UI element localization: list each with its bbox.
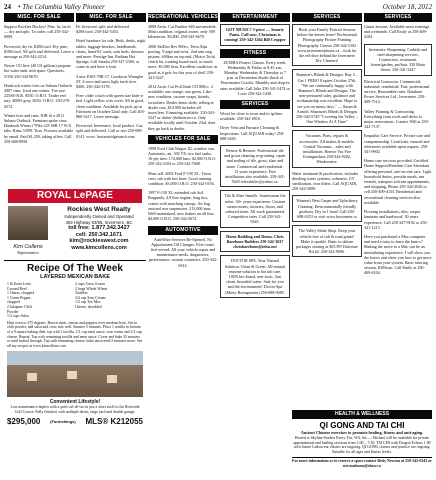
section-header-services: SERVICES: [220, 100, 290, 109]
section-header-misc: MISC. FOR SALE: [76, 13, 146, 22]
classified-ad: Must sell: 2002 Ford F-150 XL. Teton crew cab with box liner. Good running condition. $3,000 O.B.O. 250-342-0194.: [148, 170, 215, 187]
tollfree-phone: toll free: 1.877.342.3427: [68, 225, 130, 232]
page-number: 24: [4, 3, 11, 11]
listing-description: Low maintenance duplex with a quiet cul-de-sac in just a short stroll to the Riverside Golf Course. Fully finished, with multiple decks, large yard and double garage.: [10, 405, 140, 414]
column-misc-2: [76, 13, 146, 143]
classified-ad: Home care services provided. Certified Home Support/Resident Care Attendant offering personal, one-on-one care. Light household duties, provide meals, run errands, transport to/from appointments, and shopping. Phone 250-342-2626 or cell 250-409-4135. Residential and recreational cleaning services also available.: [364, 158, 432, 205]
classified-ad: Guitar lessons. Available most evenings and weekends. Call Emily at 250-409-4104.: [364, 24, 430, 40]
issue-date: October 18, 2012: [382, 3, 432, 11]
section-header-automotive: AUTOMOTIVE: [148, 226, 218, 235]
website-link[interactable]: www.kimcollens.com: [71, 244, 127, 251]
zumba-ad: ZUMBA Fitness Classes. Every week, Wednesday & Friday at 9:45 a.m. Monday, Wednesday & Thursday at 7 p.m. at Devaterian Studio (back of Peacemaker Goods). Monthly and drop-in rates available. Call Jolie 250-341-5474 or Lorie 250-342-1438.: [220, 59, 290, 96]
ingredients: [7, 282, 143, 319]
classified-ad: Have you purchased a Max computer and need a tutor to learn the basics? Making the move to a Mac can be an intimidating experience. I will show you the basics and show you how to get more value from your system. Basic tutoring session, $30/hour. Call Emily at 250-409-4104.: [364, 233, 432, 276]
classified-ad: AutoWize Services Re-Opened. No Appointment Oil Changes. First-come, first-served. All your vehicle repair and maintenance needs, diagnostics, performance, custom cosmetics. 250-342-6614.: [148, 236, 218, 268]
cell-phone: cell: 250.342.1671: [75, 231, 123, 238]
ingredient: 1/2 cup Tex Mex Cheese, shredded: [75, 300, 102, 309]
classified-ad: Invermere Sharpening. Carbide and steel sharpening services. Contractors, restaurant, home/garden, pet/hair. 330 Main Street. 250-341-5447: [364, 44, 432, 76]
column-services-1: [292, 13, 362, 260]
classified-ad: Winter tires and rims. NIB fit a 2011 Subaru Outback. Premium spoke rims. Hankook Winter i*Pike 225 60R 17 W.X. tubs. Rims 5/099. Tires. Pictures available by email. Paid $1,350, taking offers. Call 250-688-8050.: [4, 112, 74, 144]
classified-ad: Support Rockies Hockey! Pine, fir, larch — dry and split. To order, call 250-342-6908.: [4, 24, 71, 40]
classified-ad: Valley Framing & Contracting. Everything from roofs and decks to major renovations. Contact Will at 250-342-7137.: [364, 108, 430, 130]
ingredient: 2 Jalapeno Chili Powder: [7, 304, 32, 314]
classified-ad: 2008 Arctic Cat Panther 640 snowmobile. Mint condition, original owner, only 509 kilometres. $3,800. 250-345-6670.: [148, 24, 217, 40]
office-indep: Independently Owned and Operated: [64, 214, 134, 219]
classified-ad: Vacuums. Parts, repairs & accessories. All makes & models. Central Vacuums – sales and installations. Beaver Vac Fire Extinguishers 250-342-9202, Windermere.: [292, 130, 362, 167]
recipe-name: LAYERED MEXICAN BAKE: [40, 274, 110, 280]
classified-ad: Fir firewood, split and delivered $200/cord. 250-342-5433.: [76, 24, 129, 35]
qigong-subtitle: Ancient Chinese exercises to promote healing, fitness and anti-aging.: [300, 430, 424, 435]
classified-ad: Electrical Contractor. Commercial, industrial, residential. Fast, professional service. Reasonable rates. Database Power Services Ltd., Invermere. 250-409-7514.: [364, 78, 430, 105]
classified-ad: Flooring installations, tiles, carpet, laminate and hardwood. 30 years experience. Call 250-347-9192 or 250-341-1215.: [364, 209, 428, 230]
classified-ad: The Valley Shine Shop. Keep your vehicle free of salt & road grime! Make it sparkle. Basic to deluxe packages starting at $55.99! Dufresne Rd #2. 250-342-9696.: [292, 225, 362, 257]
classified-ad: 2012 Arctic Cat ProClimb 153 800cc. 2 available; one orange, one green. Like-new condition, custom wraps, boards, scratchers. Dealer demo sleds, selling at dealer cost, $10,900 includes all taxes/fees. Financing available. 250-341-5247 or dealer (theInterior.ca. Only available locally until October 23rd, then they go back to dealer.: [148, 84, 216, 131]
agent-role: Representative: [17, 251, 39, 255]
listing-price: $295,000: [7, 416, 41, 426]
classified-ad: Water treatment & purification, includes drinking water systems, softeners, UV sterilization, iron filters. Call AQUAIR, 250-342-5089.: [292, 170, 359, 192]
classified-ad: Renew & Restore. Professional tile and grout cleaning re-grouting, repair and sealing of tile, grout, slate and stone. Commercial and residential. 13 years experience. Free installations also available. 250-341-5645 refreshtiles@yahoo.ca.: [220, 145, 290, 187]
recipe-ad: [4, 260, 146, 470]
qigong-contact: For more information or to reserve a space contact Betty Newton at 250-342-6343 or newtonhome@shaw.ca: [292, 458, 432, 468]
recipe-steps: Heat oven to 375 degrees. Brown meat, onions and peppers over medium heat. Stir in chili powder, add salsa and corn; mix well. Simmer 5 minutes. Place 1 tortilla in bottom of a 9 square baking dish; top with 1 tortilla, 1/2 cup meat sauce, sour cream and 1/4 cup cheese. Repeat. Top with remaining tortilla and meat sauce. Cover and bake 25 minutes or until heated through. Top with remaining cheese; bake uncovered 5 minutes more. See all my recipes at www.kimcollens.com: [7, 320, 143, 348]
column-entertainment: [220, 13, 290, 301]
ingredient: 2 cups Corn, frozen: [75, 282, 105, 286]
house-photo: [7, 351, 143, 397]
classified-ad: Tile & Slate Installs. Journeyman tile setter. 30+ years experience. Custom steam rooms, showers, floors, and cultured stone. All work guaranteed. Competitive rates. Call 250-341-5645.: [220, 190, 290, 227]
classified-ad: Hotel furniture for sale. Beds, desks, night tables, luggage benches, headboards, chairs, head/AC units, sofa beds, dressers and more. Prestige Inn, Radium Hot Springs. Call Sandra 250-347-2300, or come in and have a look.: [76, 38, 146, 70]
ingredient: 1 Onion, chopped: [7, 291, 35, 296]
section-header-recreational: RECREATIONAL VEHICLES: [148, 14, 218, 20]
listing-mls: MLS® K212055: [85, 416, 143, 426]
listing-price-row: [7, 417, 143, 426]
section-header-entertainment: ENTERTAINMENT: [220, 13, 290, 22]
classified-ad: Free: older couch with queen size hide-a-bed. Light yellow sofa cover. All in good, clean condition. Available for pick up in Fairmont on October 22nd only. Call 403-860-5417. Leave message.: [76, 93, 145, 120]
column-services-2: [364, 13, 432, 280]
section-header-services: SERVICES: [292, 13, 362, 22]
classified-ad: Newer 151 litre (40 US gallons) propane hot water tank with spare. Questions, 5/350 250-342-8670.: [4, 63, 71, 79]
ingredient: 1/2 cups Salsa: [7, 314, 29, 319]
classified-ad: Shannon's Blinds & Designs. Buy 3 – Get 1 FREE! Expires October 27th. "We are continually happy with Shannon's Blinds and Designs. The non-pressured sales, guidance and workmanship was excellent. Hope to see you on sunny days." — Susan & Arnold. Shannon's Blinds & Designs 250-342-5749 "Covering the Valley – One Window At A Time": [292, 69, 362, 127]
listing-title: Convenient Lifestyle!: [49, 399, 101, 406]
column-recreational: [148, 13, 218, 272]
classified-ad: Wood for close to town and/or splitter available. 250-342-6916.: [220, 111, 283, 122]
classified-ad: Home Building and Renos. Chris Barebone Builders 250-342-3637 chrisbarebone@telus.net: [220, 231, 290, 253]
recipe-title: Recipe Of The Week: [27, 263, 123, 274]
office-name: Rockies West Realty: [67, 206, 131, 213]
listing-price-note: (Furnishings): [50, 418, 76, 424]
ingredient: 1 lb Extra Lean Ground Beef: [7, 282, 31, 291]
brand-logo: ROYAL LePAGE: [8, 189, 142, 203]
classified-ad: Dryer Vent and Furnace Cleaning & Inspections. Call AQUAIR today! 250-688-3265.: [220, 125, 285, 141]
section-header-services: SERVICES: [364, 13, 432, 22]
section-header-misc: MISC. FOR SALE: [4, 13, 74, 22]
ingredient: 2 large Whole Wheat Tortillas: [75, 286, 108, 296]
ingredient: 1 Green Pepper, chopped: [7, 295, 32, 305]
column-misc-1: [4, 13, 74, 148]
publication-name: • The Columbia Valley Pioneer: [18, 3, 105, 11]
classified-ad: 1998 Ford Club Wagon XL window van. Automatic, air, 302 V8, two fuel tanks, 16-ply tires. 174,000 kms. $2,000 O.B.O. 250-342-2104 or 250-342-7608.: [148, 145, 217, 167]
section-header-vehicles: VEHICLES FOR SALE: [148, 135, 218, 144]
qigong-body: Hosted at Skyline Studios Every Tue, Wd, Sat — Michael will be available for private appointments and healing sessions from 1:00 – 7:30. TAI CHI with Dragon Echoes 1:00 with Janice Ladouceur classes are ongoing. QI GONG classes and practice are ongoing. Suitable for all ages and fitness levels.: [293, 435, 431, 455]
ingredient: 3/4 cup Sour Cream: [75, 295, 106, 300]
section-header-fitness: FITNESS: [220, 49, 290, 58]
classified-ad: 1997 F-150 XL extended cab 4x4. Burgundy, 4.9 litre engine, long box, comes with matching canopy. Air bag assisted rear suspension. 215,000 kms. Well-maintained, new brakes on all four. $4,000 O.B.O. 250-342-5674.: [148, 190, 215, 222]
classified-ad: DOCTOR SPA. Your Natural Solution. Clean & Green. All-natural enzyme solution to hot tub care. 100% bio-based, non-toxic. Just clean, beautiful water. Safe for you and the environment! Doctor Spa (Marty Breingestein) 250-688-0085.: [220, 255, 290, 297]
classified-ad: 4 new P265-70R-17, Goodyear Wrangler ST. 4 rows and snow light truck tires. $400. 250-342-3178.: [76, 73, 144, 90]
agent-contact: [52, 206, 146, 251]
classified-ad: 2006 SkiDoo Rev 800cc, Terra Alps porting, Y-pipe and twist, 2nd arm ring pistons, 600km on top end, (Motor Tech) clutch kit, training board mod, so much more. $5,000 firm. Excellent condition, as good as it gets for this year of sled! 250-341-5247.: [148, 43, 218, 80]
realtor-ad: [4, 186, 146, 256]
agent-photo: [8, 206, 48, 240]
classified-ad: Firewood, dry fir. $200/cord. Dry pine, $180/cord. All split and delivered. Leave a message at 250-342-2214.: [4, 43, 74, 60]
qigong-title: QI GONG AND TAI CHI: [319, 421, 405, 430]
classified-ad: Firewood: Invermere, local product. Cut, split and delivered. Call or text 250-688-0141. www. horizontidgeranch.com: [76, 123, 144, 139]
section-header-health: HEALTH & WELLNESS: [292, 410, 432, 419]
agent-name: Kim Collens: [13, 244, 43, 250]
music-ad: GOT MUSIC? 3-piece — Smarty Pants. Call now, Christmas is coming! 250-342-3264 Bill Cropper: [220, 24, 290, 46]
email-link[interactable]: kim@rockieswest.com: [69, 238, 129, 245]
office-address: 492 Highway 93/95, Invermere, BC: [65, 219, 133, 225]
classified-ad: Women's Best Carpet and Upholstery Cleaning. Environmentally friendly products. Dry in 1 hour! Call 250-688-0253 or visit www.bowomen.ca: [292, 195, 362, 222]
qigong-ad: [292, 421, 432, 469]
classified-ad: Hardcock winter tires on Subaru Outback 2007 rims. Used one winter. Tire size 225/60 R16. $550. O.B.O. Tinder reef tray, 40005 grey, $250, O.B.O. 250-270-0274.: [4, 82, 73, 109]
classified-ad: Empathic Care Service. Private care and companionship. Certificate, insured and references available upon request. 250-341-9902.: [364, 133, 431, 155]
classified-ad: Book your Family Portrait Session before the leaves leave! Professional Photography Picture Framing Photography Classes 250-342-5102 www.invermerephotos.ca ...look for the red door behind the Invermere Dry Cleaners!: [292, 24, 362, 66]
